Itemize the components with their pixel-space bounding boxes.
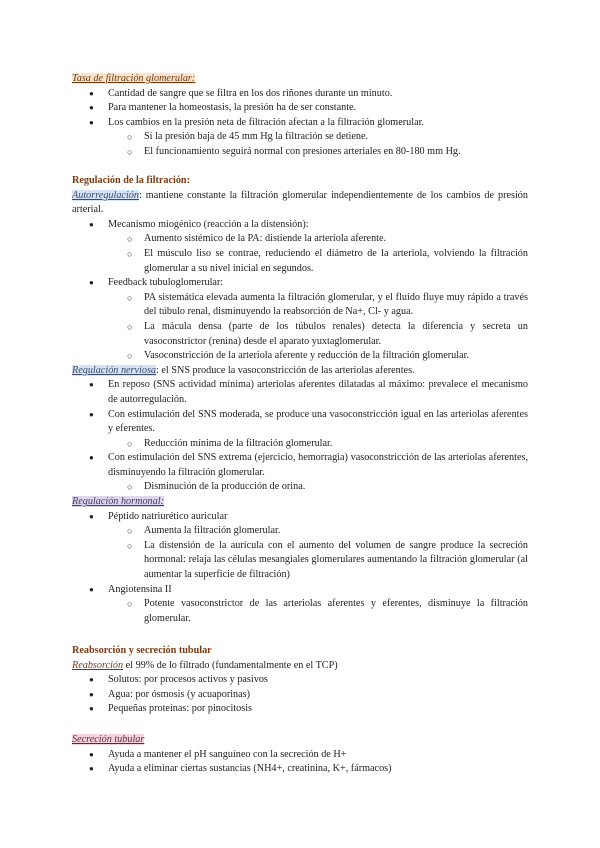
reabsorption-section: [72, 644, 528, 717]
gfr-list: [72, 87, 528, 160]
reabsorption-text: el 99% de lo filtrado (fundamentalmente en el TCP): [123, 659, 338, 671]
list-item: ● En reposo (SNS actividad mínima) arteriolas aferentes dilatadas al máximo: prevalece el mecanismo de autorregulación.: [72, 378, 528, 407]
sub-list-item: ○ La mácula densa (parte de los túbulos renales) detecta la diferencia y secreta un vasoconstrictor (renina) desde el aparato yuxtaglomerular.: [72, 320, 528, 349]
secretion-label: Secreción tubular: [72, 734, 145, 745]
sub-list-item: ○ Potente vasoconstrictor de las arteriolas aferentes y eferentes, disminuye la filtración glomerular.: [72, 597, 528, 626]
nervous-label: Regulación nerviosa: [72, 364, 157, 376]
hormonal-label: Regulación hormonal:: [72, 496, 164, 508]
gfr-section: [72, 72, 528, 160]
sub-list-item: ○ Disminución de la producción de orina.: [72, 480, 528, 495]
nervous-text: : el SNS produce la vasoconstricción de las arteriolas aferentes.: [156, 364, 415, 376]
sub-list-item: ○ Aumento sistémico de la PA: distiende la arteriola aferente.: [72, 232, 528, 247]
list-item: ● Con estimulación del SNS extrema (ejercicio, hemorragia) vasoconstricción de las arteriolas aferentes, disminuyendo la filtración glomerular.: [72, 451, 528, 480]
list-item: ● Péptido natriurético auricular: [72, 510, 528, 525]
list-item: ● Ayuda a eliminar ciertas sustancias (NH4+, creatinina, K+, fármacos): [72, 762, 528, 777]
autoregulation-text: : mantiene constante la filtración glomerular independientemente de los cambios de presión arterial.: [72, 189, 528, 216]
secretion-list: [72, 748, 528, 777]
list-item: ● Ayuda a mantener el pH sanguíneo con la secreción de H+: [72, 748, 528, 763]
list-item: ● Cantidad de sangre que se filtra en los dos riñones durante un minuto.: [72, 87, 528, 102]
nervous-paragraph: [72, 364, 528, 379]
regulation-section: [72, 174, 528, 626]
gfr-title: Tasa de filtración glomerular:: [72, 73, 196, 84]
reabsorption-paragraph: [72, 659, 528, 674]
list-item: ● Angiotensina II: [72, 583, 528, 598]
autoregulation-label: Autorregulación: [72, 189, 139, 201]
list-item: ● Los cambios en la presión neta de filtración afectan a la filtración glomerular.: [72, 116, 528, 131]
reabsorption-list: [72, 673, 528, 717]
secretion-section: [72, 733, 528, 777]
sub-list-item: ○ El músculo liso se contrae, reduciendo el diámetro de la arteriola, volviendo la filtración glomerular a su nivel inicial en segundos.: [72, 247, 528, 276]
nervous-list: [72, 378, 528, 495]
sub-list-item: ○ Aumenta la filtración glomerular.: [72, 524, 528, 539]
sub-list-item: ○ El funcionamiento seguirá normal con presiones arteriales en 80-180 mm Hg.: [72, 145, 528, 160]
hormonal-list: [72, 510, 528, 627]
reabsorption-label: Reabsorción: [72, 659, 124, 671]
list-item: ● Mecanismo miogénico (reacción a la distensión):: [72, 218, 528, 233]
reabsorption-heading: Reabsorción y secreción tubular: [72, 645, 212, 656]
list-item: ● Para mantener la homeostasis, la presión ha de ser constante.: [72, 101, 528, 116]
list-item: ● Pequeñas proteínas: por pinocitosis: [72, 702, 528, 717]
sub-list-item: ○ Vasoconstricción de la arteriola aferente y reducción de la filtración glomerular.: [72, 349, 528, 364]
autoregulation-list: [72, 218, 528, 364]
list-item: ● Agua: por ósmosis (y acuaporinas): [72, 688, 528, 703]
sub-list-item: ○ Reducción mínima de la filtración glomerular.: [72, 437, 528, 452]
list-item: ● Feedback tubuloglomerular:: [72, 276, 528, 291]
autoregulation-paragraph: [72, 189, 528, 218]
sub-list-item: ○ La distensión de la aurícula con el aumento del volumen de sangre produce la secreción hormonal: relaja las células mesangiales glomerulares aumentando la filtración glomerular (al aumentar la superficie de filtración): [72, 539, 528, 583]
sub-list-item: ○ Si la presión baja de 45 mm Hg la filtración se detiene.: [72, 130, 528, 145]
regulation-heading: Regulación de la filtración:: [72, 175, 190, 186]
list-item: ● Con estimulación del SNS moderada, se produce una vasoconstricción igual en las arteriolas aferentes y eferentes.: [72, 408, 528, 437]
list-item: ● Solutos: por procesos activos y pasivos: [72, 673, 528, 688]
sub-list-item: ○ PA sistemática elevada aumenta la filtración glomerular, y el fluido fluye muy rápido a través del túbulo renal, disminuyendo la reabsorción de Na+, Cl- y agua.: [72, 291, 528, 320]
